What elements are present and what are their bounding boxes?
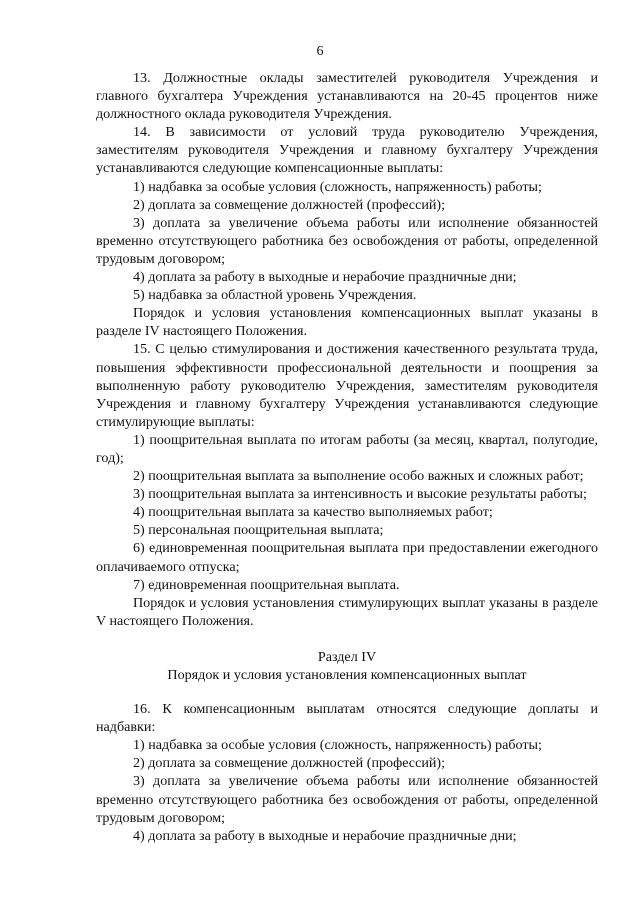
list-item: 5) персональная поощрительная выплата; bbox=[133, 522, 384, 539]
list-item: 5) надбавка за областной уровень Учреждения. bbox=[133, 287, 417, 304]
paragraph-section4-reference: Порядок и условия установления компенсационных выплат указаны в разделе IV настоящего Положения. bbox=[96, 305, 598, 340]
list-item: 1) надбавка за особые условия (сложность, напряженность) работы; bbox=[133, 178, 542, 195]
paragraph-section5-reference: Порядок и условия установления стимулирующих выплат указаны в разделе V настоящего Положения. bbox=[96, 594, 598, 629]
section-title: Раздел IV bbox=[317, 648, 377, 665]
list-item: 3) поощрительная выплата за интенсивность и высокие результаты работы; bbox=[133, 486, 587, 503]
list-item: 2) доплата за совмещение должностей (профессий); bbox=[133, 196, 446, 213]
paragraph-16: 16. К компенсационным выплатам относятся следующие доплаты и надбавки: bbox=[96, 701, 598, 736]
list-item: 7) единовременная поощрительная выплата. bbox=[133, 576, 400, 593]
list-item: 4) поощрительная выплата за качество выполняемых работ; bbox=[133, 504, 493, 521]
list-item: 4) доплата за работу в выходные и нерабочие праздничные дни; bbox=[133, 827, 517, 844]
paragraph-13: 13. Должностные оклады заместителей руководителя Учреждения и главного бухгалтера Учреждения устанавливаются на 20-45 процентов ниже должностного оклада руководителя Учреждения. bbox=[96, 70, 598, 123]
list-item: 2) поощрительная выплата за выполнение особо важных и сложных работ; bbox=[133, 468, 584, 485]
list-item: 3) доплата за увеличение объема работы или исполнение обязанностей временно отсутствующего работника без освобождения от работы, определенной трудовым договором; bbox=[96, 773, 598, 826]
list-item: 2) доплата за совмещение должностей (профессий); bbox=[133, 755, 446, 772]
paragraph-15: 15. С целью стимулирования и достижения качественного результата труда, повышения эффективности профессиональной деятельности и поощрения за выполненную работу руководителю Учреждения, заместителям руководителя Учреждения и главному бухгалтеру Учреждения устанавливаются следующие стимулирующие выплаты: bbox=[96, 341, 598, 430]
list-item: 1) поощрительная выплата по итогам работы (за месяц, квартал, полугодие, год); bbox=[96, 431, 598, 466]
list-item: 1) надбавка за особые условия (сложность, напряженность) работы; bbox=[133, 737, 542, 754]
list-item: 6) единовременная поощрительная выплата при предоставлении ежегодного оплачиваемого отпуска; bbox=[96, 540, 598, 575]
section-subtitle: Порядок и условия установления компенсационных выплат bbox=[167, 667, 527, 683]
document-body bbox=[96, 69, 598, 845]
list-item: 4) доплата за работу в выходные и нерабочие праздничные дни; bbox=[133, 269, 517, 286]
list-item: 3) доплата за увеличение объема работы или исполнение обязанностей временно отсутствующего работника без освобождения от работы, определенной трудовым договором; bbox=[96, 214, 598, 267]
paragraph-14: 14. В зависимости от условий труда руководителю Учреждения, заместителям руководителя Учреждения и главному бухгалтеру Учреждения устанавливаются следующие компенсационные выплаты: bbox=[96, 124, 598, 177]
page-number: 6 bbox=[316, 43, 324, 59]
